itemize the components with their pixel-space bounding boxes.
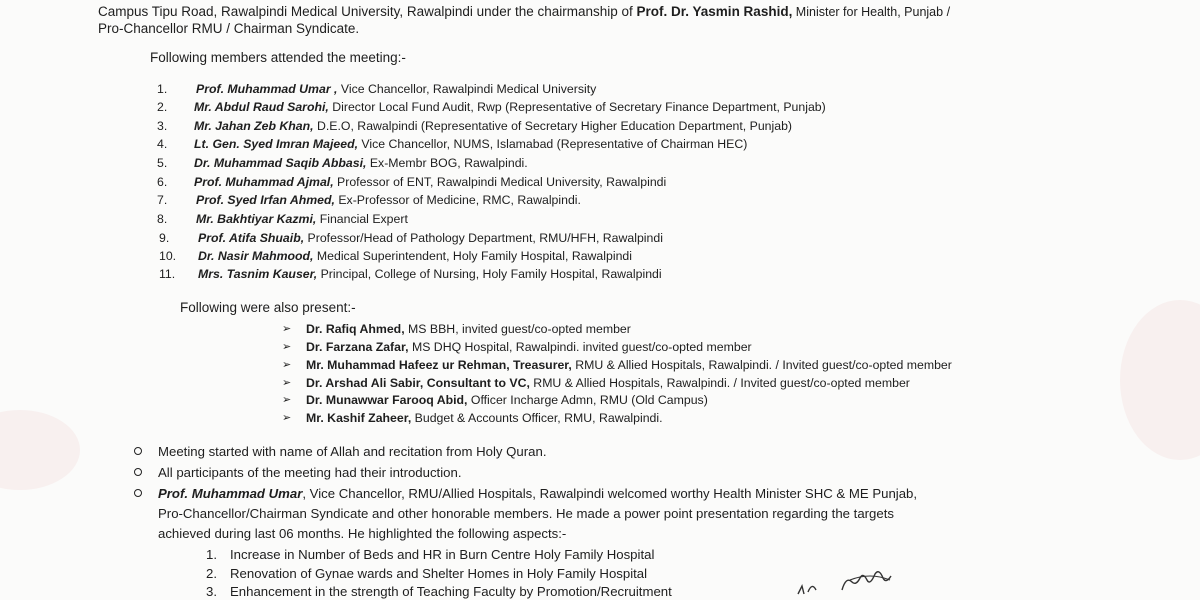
arrow-bullet-icon: ➢ xyxy=(282,359,292,371)
members-heading: Following members attended the meeting:- xyxy=(150,50,406,65)
paper-stain xyxy=(1120,300,1200,460)
paper-stain xyxy=(0,410,80,490)
intro-line-1: Campus Tipu Road, Rawalpindi Medical University, Rawalpindi under the chairmanship of Prof. Dr. Yasmin Rashid, Minister for Health, Punjab / xyxy=(98,4,951,19)
arrow-bullet-icon: ➢ xyxy=(282,341,292,353)
circle-bullet-icon xyxy=(134,447,142,455)
arrow-bullet-icon: ➢ xyxy=(282,323,292,335)
arrow-bullet-icon: ➢ xyxy=(282,394,292,406)
present-heading: Following were also present:- xyxy=(180,300,356,315)
chairperson-name: Prof. Dr. Yasmin Rashid, xyxy=(636,4,793,19)
handwritten-signature xyxy=(790,568,920,600)
document-page: Campus Tipu Road, Rawalpindi Medical University, Rawalpindi under the chairmanship of Prof. Dr. Yasmin Rashid, Minister for Health, Punjab / Pro-Chancellor RMU / Chairman Syndicate. Following members attended the meeting:- 1. Prof. Muhammad Umar , Vice Chancellor, Rawalpindi Medical University 2. Mr. Abdul Raud Sarohi, Director Local Fund Audit, Rwp (Representative of Secretary Finance Department, Punjab) 3. Mr. Jahan Zeb Khan, D.E.O, Rawalpindi (Representative of Secretary Higher Education Department, Punjab) 4. Lt. Gen. Syed Imran Majeed, Vice Chancellor, NUMS, Islamabad (Representative of Chairman HEC) 5. Dr. Muhammad Saqib Abbasi, Ex-Membr BOG, Rawalpindi. 6. Prof. Muhammad Ajmal, Professor of ENT, Rawalpindi Medical University, Rawalpindi 7. Prof. Syed Irfan Ahmed, Ex-Professor of Medicine, RMC, Rawalpindi. 8. Mr. Bakhtiyar Kazmi, Financial Expert 9. Prof. Atifa Shuaib, Professor/Head of Pathology Department, RMU/HFH, Rawalpindi 10. Dr. Nasir Mahmood, Medical Superintendent, Holy Family Hospital, Rawalpindi 11. Mrs. Tasnim Kauser, Principal, College of Nursing, Holy Family Hospital, Rawalpindi Following were also present:- ➢ Dr. Rafiq Ahmed, MS BBH, invited guest/co-opted member ➢ Dr. Farzana Zafar, MS DHQ Hospital, Rawalpindi. invited guest/co-opted member ➢ Mr. Muhammad Hafeez ur Rehman, Treasurer, RMU & Allied Hospitals, Rawalpindi. / Invited guest/co-opted member ➢ Dr. Arshad Ali Sabir, Consultant to VC, RMU & Allied Hospitals, Rawalpindi. / Invited guest/co-opted member ➢ Dr. Munawwar Farooq Abid, Officer Incharge Admn, RMU (Old Campus) ➢ Mr. Kashif Zaheer, Budget & Accounts Officer, RMU, Rawalpindi. Meeting started with name of Allah and recitation from Holy Quran. All participants of the meeting had their introduction. Prof. Muhammad Umar, Vice Chancellor, RMU/Allied Hospitals, Rawalpindi welcomed worthy Health Minister SHC & ME Punjab, Pro-Chancellor/Chairman Syndicate and other honorable members. He made a power point presentation regarding the targets achieved during last 06 months. He highlighted the following aspects:- 1. Increase in Number of Beds and HR in Burn Centre Holy Family Hospital 2. Renovation of Gynae wards and Shelter Homes in Holy Family Hospital 3. Enhancement in the strength of Teaching Faculty by Promotion/Recruitment xyxy=(0,0,1200,600)
intro-line-2: Pro-Chancellor RMU / Chairman Syndicate. xyxy=(98,21,360,36)
circle-bullet-icon xyxy=(134,489,142,497)
arrow-bullet-icon: ➢ xyxy=(282,377,292,389)
circle-bullet-icon xyxy=(134,468,142,476)
arrow-bullet-icon: ➢ xyxy=(282,412,292,424)
